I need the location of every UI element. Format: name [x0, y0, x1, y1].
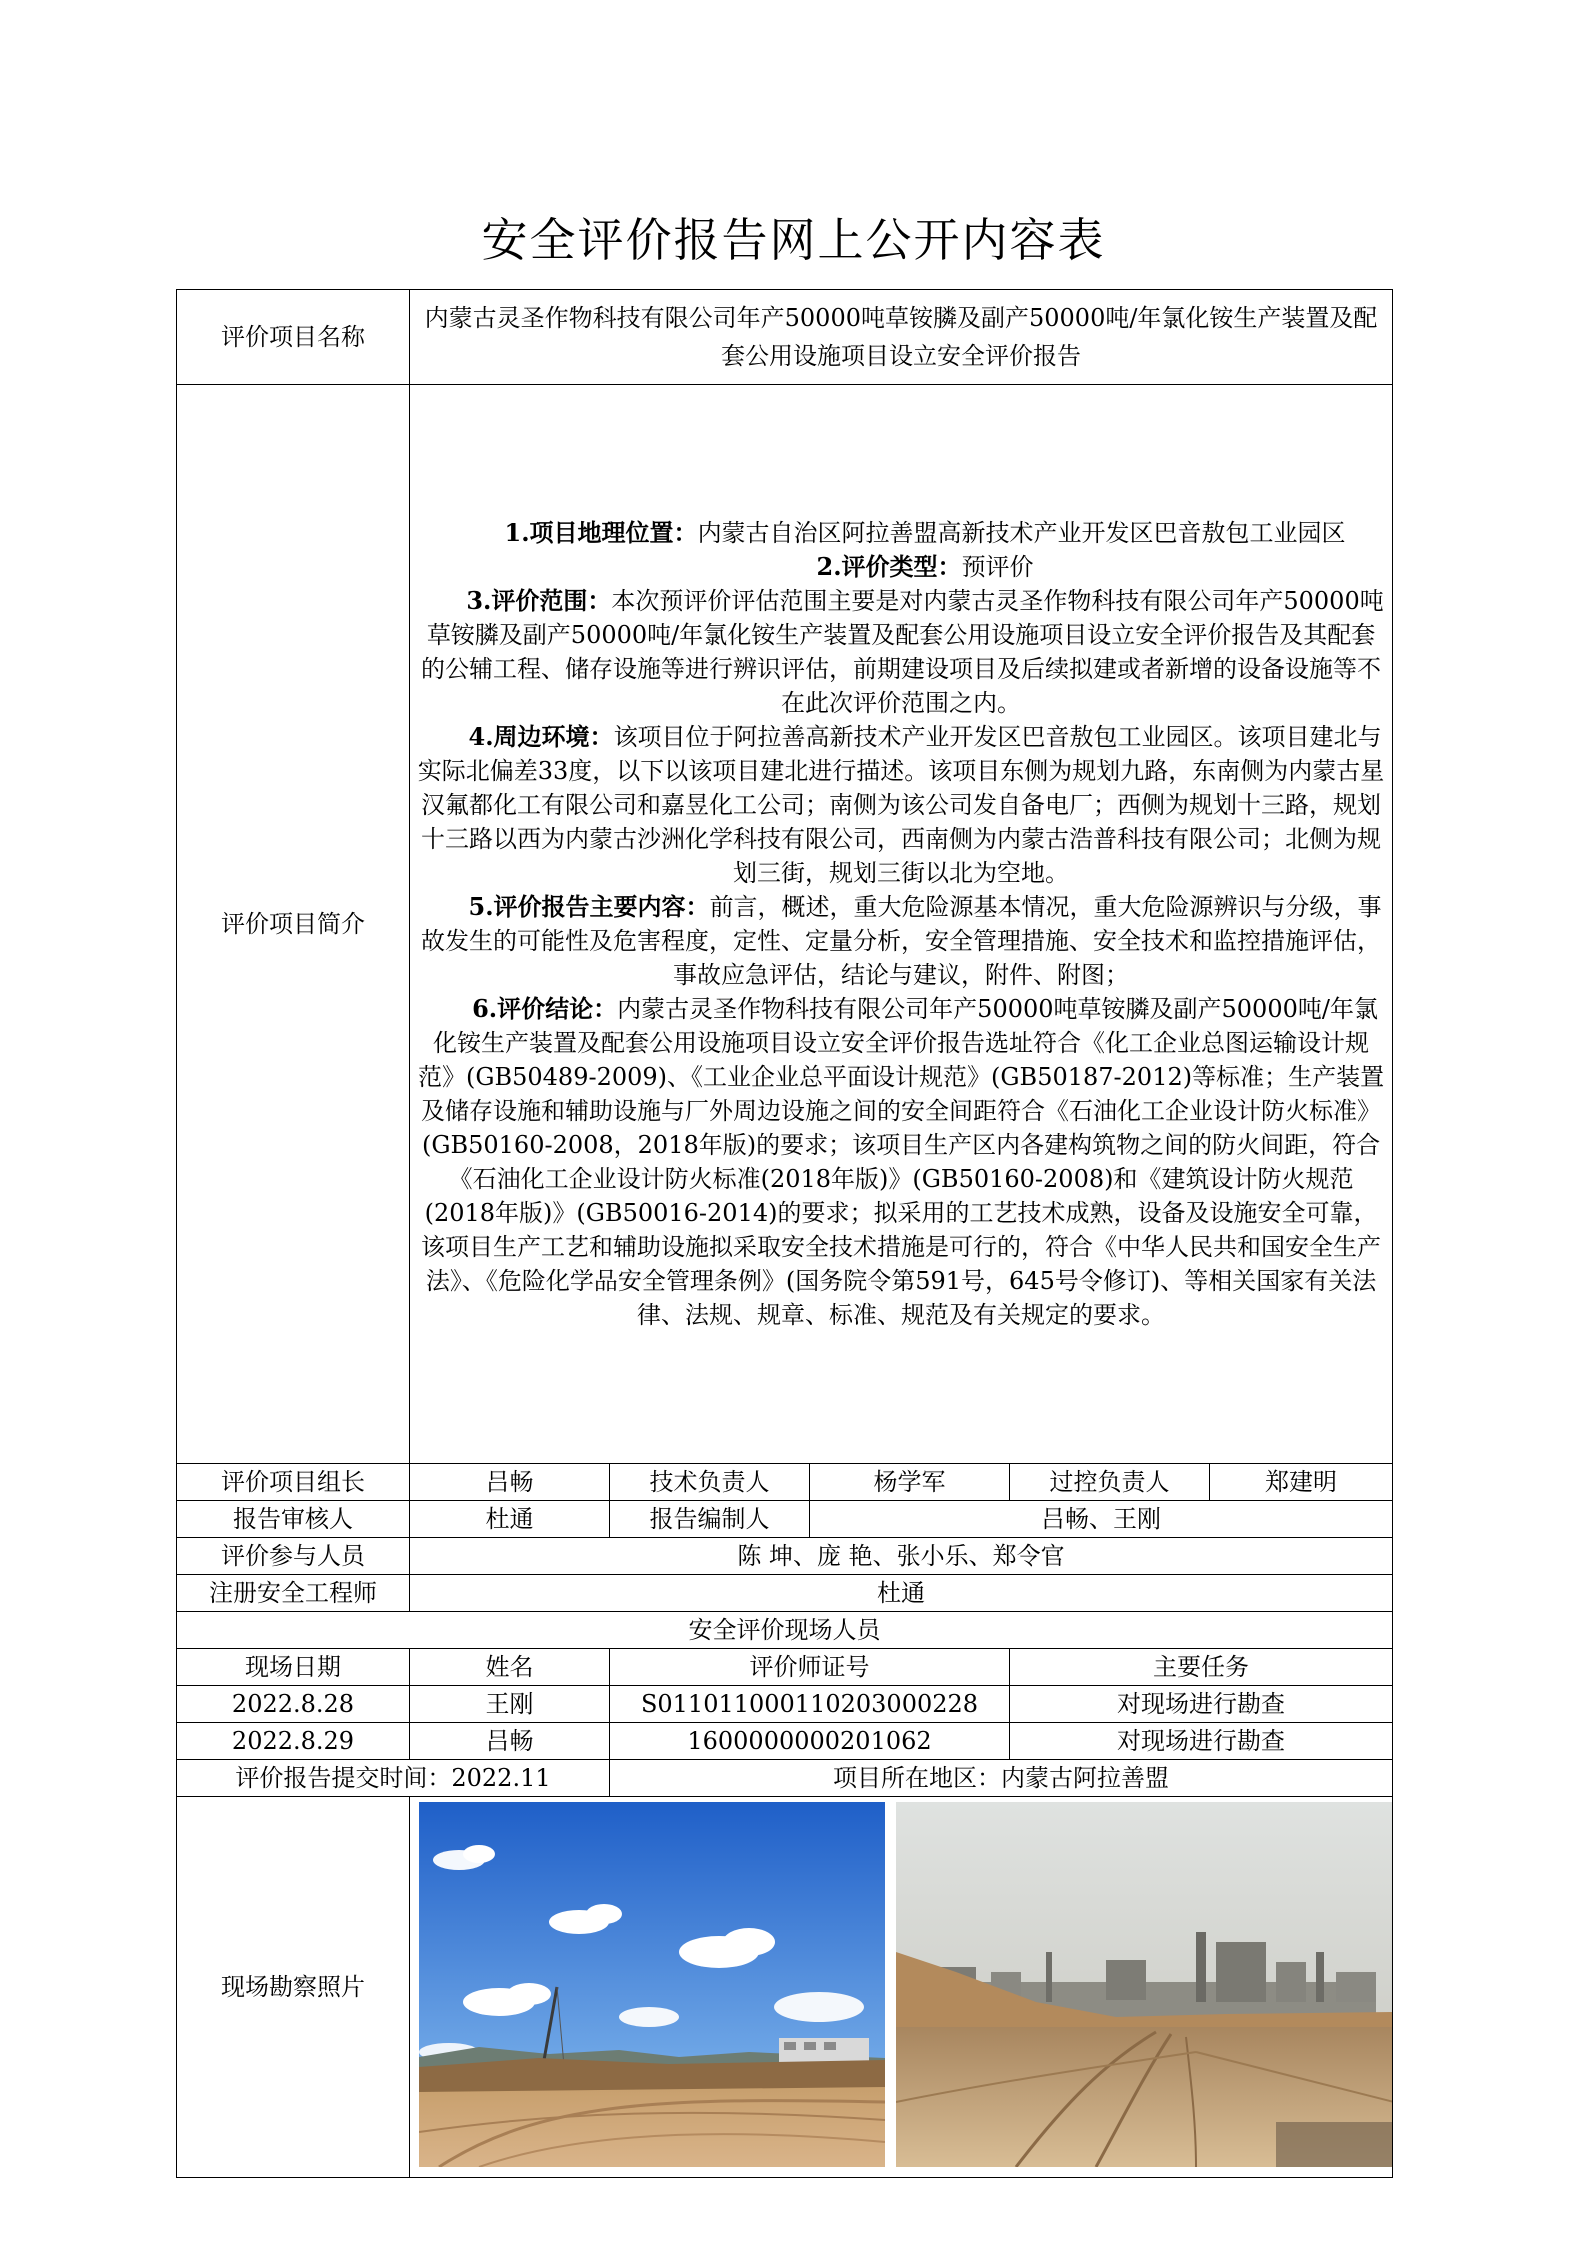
site-row	[177, 1723, 1393, 1760]
submit-time: 评价报告提交时间：2022.11	[177, 1760, 610, 1797]
engineer-row	[177, 1575, 1393, 1612]
site-date: 2022.8.28	[177, 1686, 410, 1723]
site-cert: S011011000110203000228	[610, 1686, 1010, 1723]
intro-item	[416, 584, 1386, 720]
site-photo-construction	[419, 1802, 885, 2167]
intro-item-heading: 5.评价报告主要内容：	[468, 892, 710, 921]
site-header-name: 姓名	[410, 1649, 610, 1686]
site-section-title: 安全评价现场人员	[177, 1612, 1393, 1649]
engineer-value: 杜通	[410, 1575, 1393, 1612]
intro-row	[177, 385, 1393, 1464]
intro-item-heading: 1.项目地理位置：	[504, 518, 698, 547]
site-name: 王刚	[410, 1686, 610, 1723]
intro-content	[410, 385, 1393, 1464]
site-cert: 1600000000201062	[610, 1723, 1010, 1760]
intro-item	[416, 890, 1386, 992]
leader-value: 吕畅	[410, 1464, 610, 1501]
team-row-2	[177, 1501, 1393, 1538]
reviewer-value: 杜通	[410, 1501, 610, 1538]
site-row	[177, 1686, 1393, 1723]
project-region: 项目所在地区：内蒙古阿拉善盟	[610, 1760, 1393, 1797]
project-name-row	[177, 290, 1393, 385]
intro-item-heading: 3.评价范围：	[466, 586, 612, 615]
tech-value: 杨学军	[810, 1464, 1010, 1501]
site-header-date: 现场日期	[177, 1649, 410, 1686]
submit-row	[177, 1760, 1393, 1797]
site-photo-plant-image	[896, 1802, 1393, 2167]
site-header-cert: 评价师证号	[610, 1649, 1010, 1686]
participants-value: 陈 坤、庞 艳、张小乐、郑令官	[410, 1538, 1393, 1575]
intro-label: 评价项目简介	[177, 385, 410, 1464]
project-name-value	[410, 290, 1393, 385]
page-title: 安全评价报告网上公开内容表	[481, 213, 1106, 267]
site-photo-plant	[896, 1802, 1393, 2167]
intro-item	[416, 516, 1386, 550]
tech-label: 技术负责人	[610, 1464, 810, 1501]
intro-item-text: 前言，概述，重大危险源基本情况，重大危险源辨识与分级，事故发生的可能性及危害程度，定性、定量分析，安全管理措施、安全技术和监控措施评估，事故应急评估，结论与建议，附件、附图；	[421, 893, 1382, 989]
intro-item-text: 内蒙古自治区阿拉善盟高新技术产业开发区巴音敖包工业园区	[697, 519, 1346, 547]
intro-item-text: 该项目位于阿拉善高新技术产业开发区巴音敖包工业园区。该项目建北与实际北偏差33度，以下以该项目建北进行描述。该项目东侧为规划九路，东南侧为内蒙古星汉氟都化工有限公司和嘉昱化工公司；南侧为该公司发自备电厂；西侧为规划十三路，规划十三路以西为内蒙古沙洲化学科技有限公司，西南侧为内蒙古浩普科技有限公司；北侧为规划三街，规划三街以北为空地。	[417, 723, 1385, 887]
intro-item	[416, 720, 1386, 890]
site-photo-construction-image	[419, 1802, 885, 2167]
site-task: 对现场进行勘查	[1010, 1686, 1393, 1723]
intro-item-heading: 6.评价结论：	[472, 994, 618, 1023]
engineer-label: 注册安全工程师	[177, 1575, 410, 1612]
participants-label: 评价参与人员	[177, 1538, 410, 1575]
site-header-task: 主要任务	[1010, 1649, 1393, 1686]
intro-item-text: 预评价	[961, 553, 1034, 581]
intro-item-text: 内蒙古灵圣作物科技有限公司年产50000吨草铵膦及副产50000吨/年氯化铵生产装置及配套公用设施项目设立安全评价报告选址符合《化工企业总图运输设计规范》(GB50489-2009)、《工业企业总平面设计规范》(GB50187-2012)等标准；生产装置及储存设施和辅助设施与厂外周边设施之间的安全间距符合《石油化工企业设计防火标准》(GB50160-2008，2018年版)的要求；该项目生产区内各建构筑物之间的防火间距，符合《石油化工企业设计防火标准(2018年版)》(GB50160-2008)和《建筑设计防火规范(2018年版)》(GB50016-2014)的要求；拟采用的工艺技术成熟，设备及设施安全可靠，该项目生产工艺和辅助设施拟采取安全技术措施是可行的，符合《中华人民共和国安全生产法》、《危险化学品安全管理条例》(国务院令第591号，645号令修订)、等相关国家有关法律、法规、规章、标准、规范及有关规定的要求。	[417, 995, 1385, 1329]
report-table	[176, 289, 1393, 2178]
intro-item-heading: 2.评价类型：	[816, 552, 962, 581]
writer-value: 吕畅、王刚	[810, 1501, 1393, 1538]
site-date: 2022.8.29	[177, 1723, 410, 1760]
site-section-row	[177, 1612, 1393, 1649]
intro-item-heading: 4.周边环境：	[468, 722, 614, 751]
intro-item	[416, 550, 1386, 584]
photo-cell	[410, 1797, 1393, 2178]
process-value: 郑建明	[1210, 1464, 1393, 1501]
photo-row	[177, 1797, 1393, 2178]
intro-item-text: 本次预评价评估范围主要是对内蒙古灵圣作物科技有限公司年产50000吨草铵膦及副产50000吨/年氯化铵生产装置及配套公用设施项目设立安全评价报告及其配套的公辅工程、储存设施等进行辨识评估，前期建设项目及后续拟建或者新增的设备设施等不在此次评价范围之内。	[421, 587, 1384, 717]
reviewer-label: 报告审核人	[177, 1501, 410, 1538]
photo-label: 现场勘察照片	[177, 1797, 410, 2178]
writer-label: 报告编制人	[610, 1501, 810, 1538]
site-name: 吕畅	[410, 1723, 610, 1760]
participants-row	[177, 1538, 1393, 1575]
photo-container	[410, 1797, 1392, 2177]
site-header-row	[177, 1649, 1393, 1686]
process-label: 过控负责人	[1010, 1464, 1210, 1501]
project-name-text: 内蒙古灵圣作物科技有限公司年产50000吨草铵膦及副产50000吨/年氯化铵生产装置及配套公用设施项目设立安全评价报告	[424, 304, 1378, 370]
intro-item	[416, 992, 1386, 1332]
project-name-label: 评价项目名称	[177, 290, 410, 385]
leader-label: 评价项目组长	[177, 1464, 410, 1501]
site-task: 对现场进行勘查	[1010, 1723, 1393, 1760]
team-row-1	[177, 1464, 1393, 1501]
